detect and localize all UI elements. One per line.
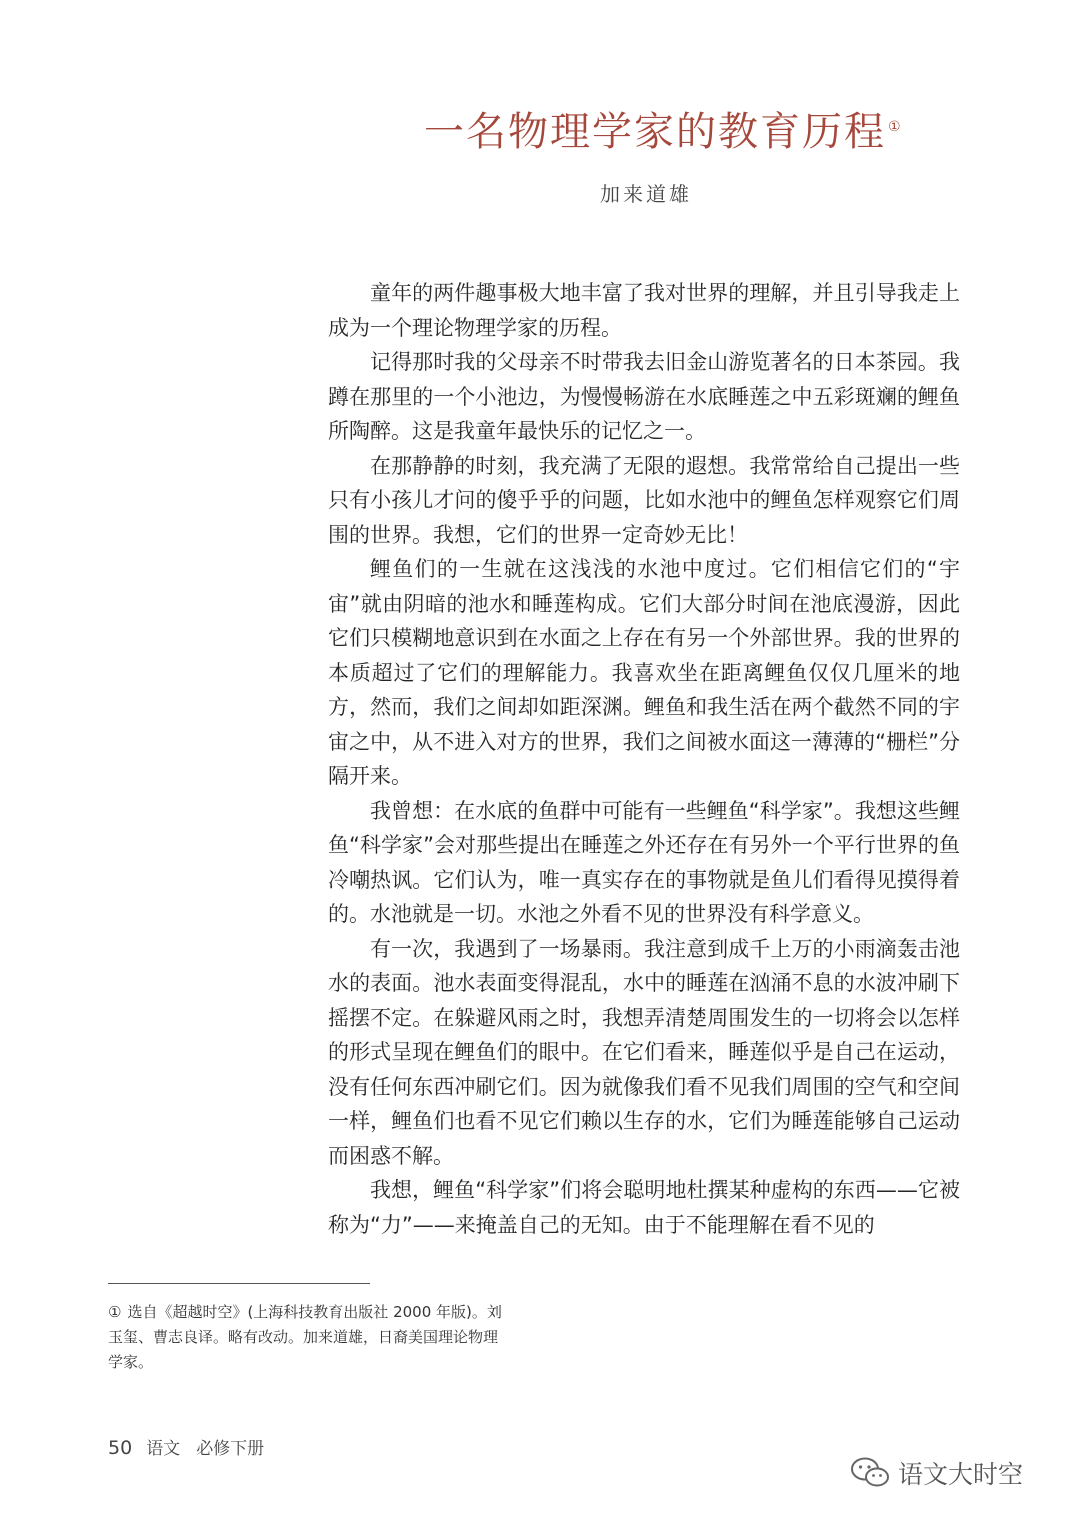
title-footnote-mark: ①	[888, 118, 903, 135]
watermark	[850, 1455, 1023, 1491]
paragraph: 有一次，我遇到了一场暴雨。我注意到成千上万的小雨滴轰击池水的表面。池水表面变得混乱，水中的睡莲在汹涌不息的水波冲刷下摇摆不定。在躲避风雨之时，我想弄清楚周围发生的一切将会以怎样的形式呈现在鲤鱼们的眼中。在它们看来，睡莲似乎是自己在运动，没有任何东西冲刷它们。因为就像我们看不见我们周围的空气和空间一样，鲤鱼们也看不见它们赖以生存的水，它们为睡莲能够自己运动而困惑不解。	[328, 936, 960, 1168]
wechat-icon	[850, 1456, 890, 1490]
book-name: 语文	[146, 1439, 181, 1459]
article-title	[424, 100, 903, 157]
article-body	[328, 276, 960, 1242]
paragraph: 我想，鲤鱼“科学家”们将会聪明地杜撰某种虚构的东西——它被称为“力”——来掩盖自己的无知。由于不能理解在看不见的	[328, 1178, 960, 1237]
footnote-text: 选自《超越时空》(上海科技教育出版社 2000 年版)。刘玉玺、曹志良译。略有改动。加来道雄，日裔美国理论物理学家。	[108, 1303, 502, 1371]
paragraph: 记得那时我的父母亲不时带我去旧金山游览著名的日本茶园。我蹲在那里的一个小池边，为慢慢畅游在水底睡莲之中五彩斑斓的鲤鱼所陶醉。这是我童年最快乐的记忆之一。	[328, 350, 960, 443]
paragraph: 鲤鱼们的一生就在这浅浅的水池中度过。它们相信它们的“宇宙”就由阴暗的池水和睡莲构成。它们大部分时间在池底漫游，因此它们只模糊地意识到在水面之上存在有另一个外部世界。我的世界的本质超过了它们的理解能力。我喜欢坐在距离鲤鱼仅仅几厘米的地方，然而，我们之间却如距深渊。鲤鱼和我生活在两个截然不同的宇宙之中，从不进入对方的世界，我们之间被水面这一薄薄的“栅栏”分隔开来。	[328, 557, 960, 788]
footnote	[108, 1300, 503, 1375]
watermark-text: 语文大时空	[898, 1460, 1024, 1489]
author-name: 加来道雄	[600, 182, 692, 206]
paragraph: 童年的两件趣事极大地丰富了我对世界的理解，并且引导我走上成为一个理论物理学家的历程。	[328, 281, 960, 340]
paragraph: 我曾想：在水底的鱼群中可能有一些鲤鱼“科学家”。我想这些鲤鱼“科学家”会对那些提出在睡莲之外还存在有另外一个平行世界的鱼冷嘲热讽。它们认为，唯一真实存在的事物就是鱼儿们看得见摸得着的。水池就是一切。水池之外看不见的世界没有科学意义。	[328, 798, 960, 926]
footnote-mark: ①	[108, 1303, 122, 1321]
page-footer	[108, 1434, 264, 1459]
title-text: 一名物理学家的教育历程	[424, 109, 886, 155]
paragraph: 在那静静的时刻，我充满了无限的遐想。我常常给自己提出一些只有小孩儿才问的傻乎乎的问题，比如水池中的鲤鱼怎样观察它们周围的世界。我想，它们的世界一定奇妙无比！	[328, 453, 960, 547]
book-volume: 必修下册	[196, 1439, 265, 1459]
footnote-divider	[108, 1283, 370, 1284]
page-number: 50	[108, 1437, 133, 1459]
